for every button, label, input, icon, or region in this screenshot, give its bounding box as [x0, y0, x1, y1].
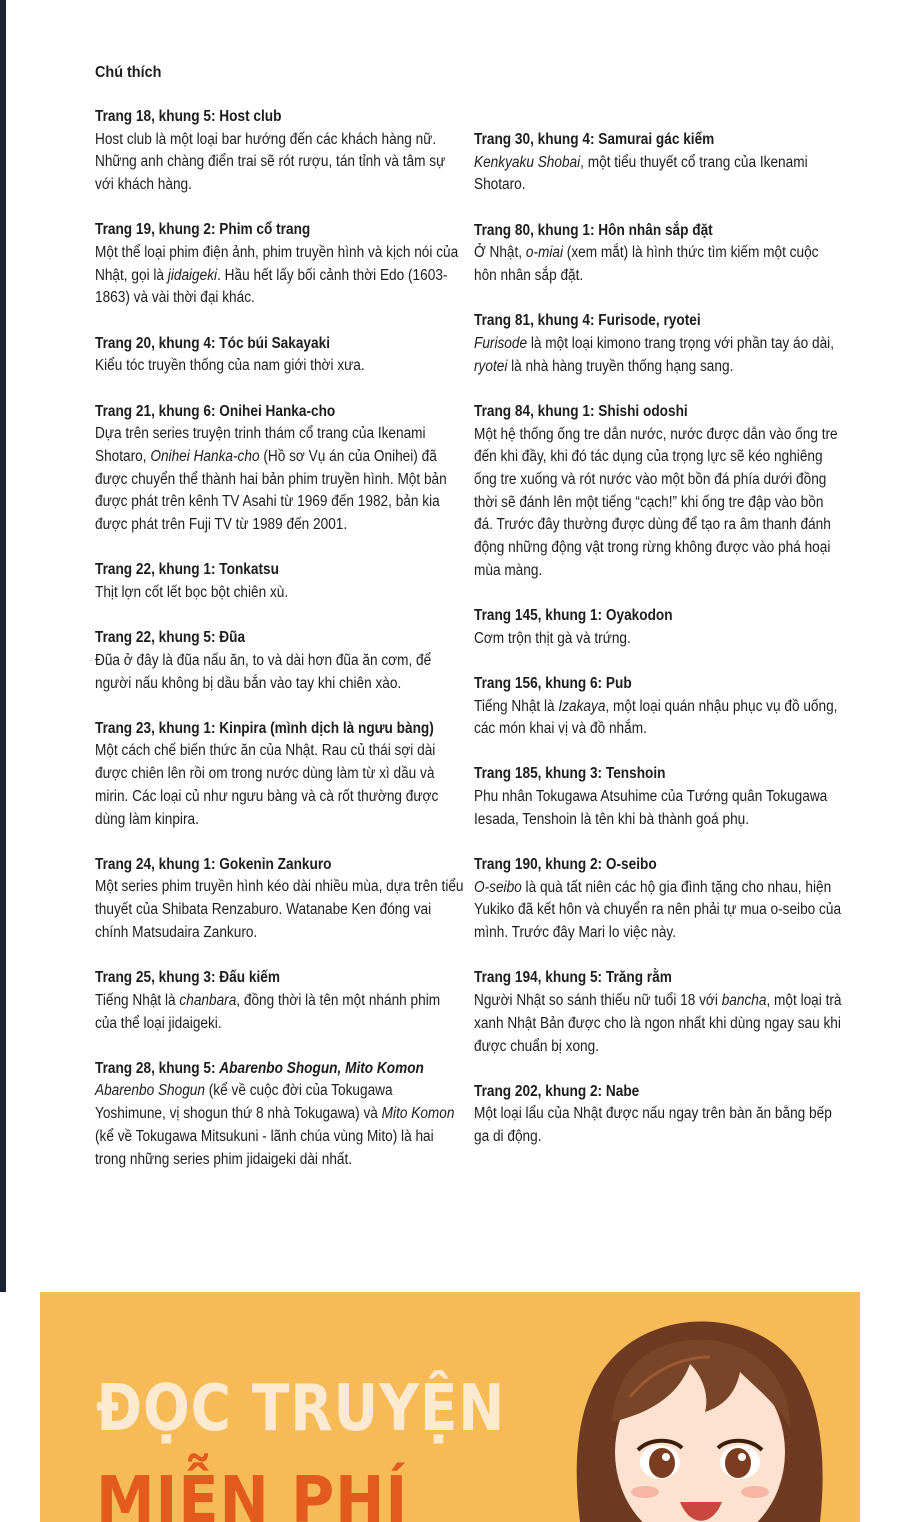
- note-body: Furisode là một loại kimono trang trọng với phần tay áo dài, ryotei là nhà hàng truyền thống hạng sang.: [474, 334, 835, 375]
- note-body: Tiếng Nhật là chanbara, đồng thời là tên một nhánh phim của thể loại jidaigeki.: [95, 991, 441, 1032]
- note-title: Trang 202, khung 2: Nabe: [474, 1082, 640, 1100]
- note-title: Trang 185, khung 3: Tenshoin: [474, 765, 666, 783]
- note-item: [95, 627, 465, 695]
- note-item: [474, 1081, 844, 1149]
- note-body: Tiếng Nhật là Izakaya, một loại quán nhậu phục vụ đồ uống, các món khai vị và đồ nhắm.: [474, 697, 838, 738]
- note-body: Đũa ở đây là đũa nấu ăn, to và dài hơn đũa ăn cơm, để người nấu không bị dầu bắn vào tay khi chiên xào.: [95, 651, 432, 692]
- note-item: [95, 854, 465, 945]
- note-item: [474, 967, 844, 1058]
- note-title: Trang 24, khung 1: Gokenin Zankuro: [95, 855, 332, 873]
- note-body: Thịt lợn cốt lết bọc bột chiên xù.: [95, 583, 289, 601]
- note-item: [474, 401, 844, 583]
- note-item: [95, 1058, 465, 1172]
- page-title: Chú thích: [95, 64, 162, 81]
- note-title: Trang 22, khung 5: Đũa: [95, 629, 246, 647]
- banner-title-line1: ĐỌC TRUYỆN: [96, 1372, 506, 1446]
- note-title: Trang 190, khung 2: O-seibo: [474, 856, 657, 874]
- left-edge-bar: [0, 0, 6, 1292]
- note-body: Kiểu tóc truyền thống của nam giới thời xưa.: [95, 357, 365, 375]
- promo-banner[interactable]: [40, 1292, 860, 1522]
- note-item: [474, 220, 844, 288]
- note-item: [95, 333, 465, 378]
- note-title: Trang 21, khung 6: Onihei Hanka-cho: [95, 402, 336, 420]
- note-title: Trang 19, khung 2: Phim cổ trang: [95, 221, 311, 239]
- note-title: Trang 20, khung 4: Tóc búi Sakayaki: [95, 334, 330, 352]
- note-title: Trang 28, khung 5: Abarenbo Shogun, Mito Komon: [95, 1059, 424, 1077]
- note-item: [95, 106, 465, 197]
- note-title: Trang 156, khung 6: Pub: [474, 674, 632, 692]
- note-item: [95, 219, 465, 310]
- note-title: Trang 23, khung 1: Kinpira (mình dịch là ngưu bàng): [95, 719, 434, 737]
- note-title: Trang 22, khung 1: Tonkatsu: [95, 561, 279, 579]
- note-title: Trang 80, khung 1: Hôn nhân sắp đặt: [474, 221, 713, 239]
- note-item: [474, 129, 844, 197]
- notes-column-right: [474, 129, 844, 1171]
- note-body: Người Nhật so sánh thiếu nữ tuổi 18 với bancha, một loại trà xanh Nhật Bản được cho là ngon nhất khi dùng ngay sau khi được chuẩn bị xong.: [474, 992, 842, 1055]
- note-body: O-seibo là quà tất niên các hộ gia đình tặng cho nhau, hiện Yukiko đã kết hôn và chuyển ra nên phải tự mua o-seibo của mình. Trước đây Mari lo việc này.: [474, 878, 842, 942]
- note-body: Một loại lẩu của Nhật được nấu ngay trên bàn ăn bằng bếp ga di động.: [474, 1105, 832, 1146]
- mascot-girl-illustration: [540, 1302, 860, 1522]
- note-item: [474, 310, 844, 378]
- notes-column-left: [95, 106, 465, 1194]
- note-body: Một thể loại phim điện ảnh, phim truyền hình và kịch nói của Nhật, gọi là jidaigeki. Hầu hết lấy bối cảnh thời Edo (1603-1863) và vài thời đại khác.: [95, 244, 459, 307]
- note-item: [474, 763, 844, 831]
- note-body: Phu nhân Tokugawa Atsuhime của Tướng quân Tokugawa Iesada, Tenshoin là tên khi bà thành goá phụ.: [474, 788, 828, 828]
- note-title: Trang 25, khung 3: Đấu kiếm: [95, 969, 280, 987]
- note-title: Trang 81, khung 4: Furisode, ryotei: [474, 312, 701, 330]
- note-item: [95, 718, 465, 832]
- note-body: Một series phim truyền hình kéo dài nhiều mùa, dựa trên tiểu thuyết của Shibata Renzaburo. Watanabe Ken đóng vai chính Matsudaira Zankuro.: [95, 878, 464, 941]
- note-title: Trang 84, khung 1: Shishi odoshi: [474, 402, 688, 420]
- note-body: Cơm trộn thịt gà và trứng.: [474, 629, 631, 647]
- note-body: Ở Nhật, o-miai (xem mắt) là hình thức tìm kiếm một cuộc hôn nhân sắp đặt.: [474, 244, 819, 285]
- note-body: Host club là một loại bar hướng đến các khách hàng nữ. Những anh chàng điển trai sẽ rót rượu, tán tỉnh và tâm sự với khách hàng.: [95, 130, 446, 194]
- note-title: Trang 145, khung 1: Oyakodon: [474, 606, 673, 624]
- note-item: [474, 854, 844, 945]
- note-title: Trang 18, khung 5: Host club: [95, 108, 282, 125]
- note-body: Một hệ thống ống tre dẫn nước, nước được dẫn vào ống tre đến khi đầy, khi đó tác dụng của trọng lực sẽ kéo nghiêng ống tre xuống và rót nước vào một bồn đá phía dưới đồng thời sẽ đánh lên một tiếng “cạch!” khi ống tre đập vào bồn đá. Trước đây thường được dùng để tạo ra âm thanh đánh động những động vật trong rừng không được vào phá hoại mùa màng.: [474, 425, 838, 579]
- note-body: Dựa trên series truyện trinh thám cổ trang của Ikenami Shotaro, Onihei Hanka-cho (Hồ sơ Vụ án của Onihei) đã được chuyển thể thành hai bản phim truyền hình. Một bản được phát trên kênh TV Asahi từ 1969 đến 1982, bản kia được phát trên Fuji TV từ 1989 đến 2001.: [95, 425, 447, 534]
- note-item: [474, 605, 844, 650]
- note-body: Một cách chế biến thức ăn của Nhật. Rau củ thái sợi dài được chiên lên rồi om trong nước dùng làm từ xì dầu và mirin. Các loại củ như ngưu bàng và cà rốt thường được dùng làm kinpira.: [95, 742, 439, 828]
- note-item: [474, 673, 844, 741]
- note-item: [95, 559, 465, 604]
- note-item: [95, 401, 465, 537]
- note-body: Abarenbo Shogun (kể về cuộc đời của Tokugawa Yoshimune, vị shogun thứ 8 nhà Tokugawa) và Mito Komon (kể về Tokugawa Mitsukuni - lãnh chúa vùng Mito) là hai trong những series phim jidaigeki dài nhất.: [95, 1082, 455, 1168]
- note-item: [95, 967, 465, 1035]
- note-title: Trang 194, khung 5: Trăng rằm: [474, 969, 672, 987]
- banner-title-line2: MIỄN PHÍ: [96, 1464, 409, 1522]
- note-title: Trang 30, khung 4: Samurai gác kiếm: [474, 131, 715, 148]
- note-body: Kenkyaku Shobai, một tiểu thuyết cổ trang của Ikenami Shotaro.: [474, 153, 808, 194]
